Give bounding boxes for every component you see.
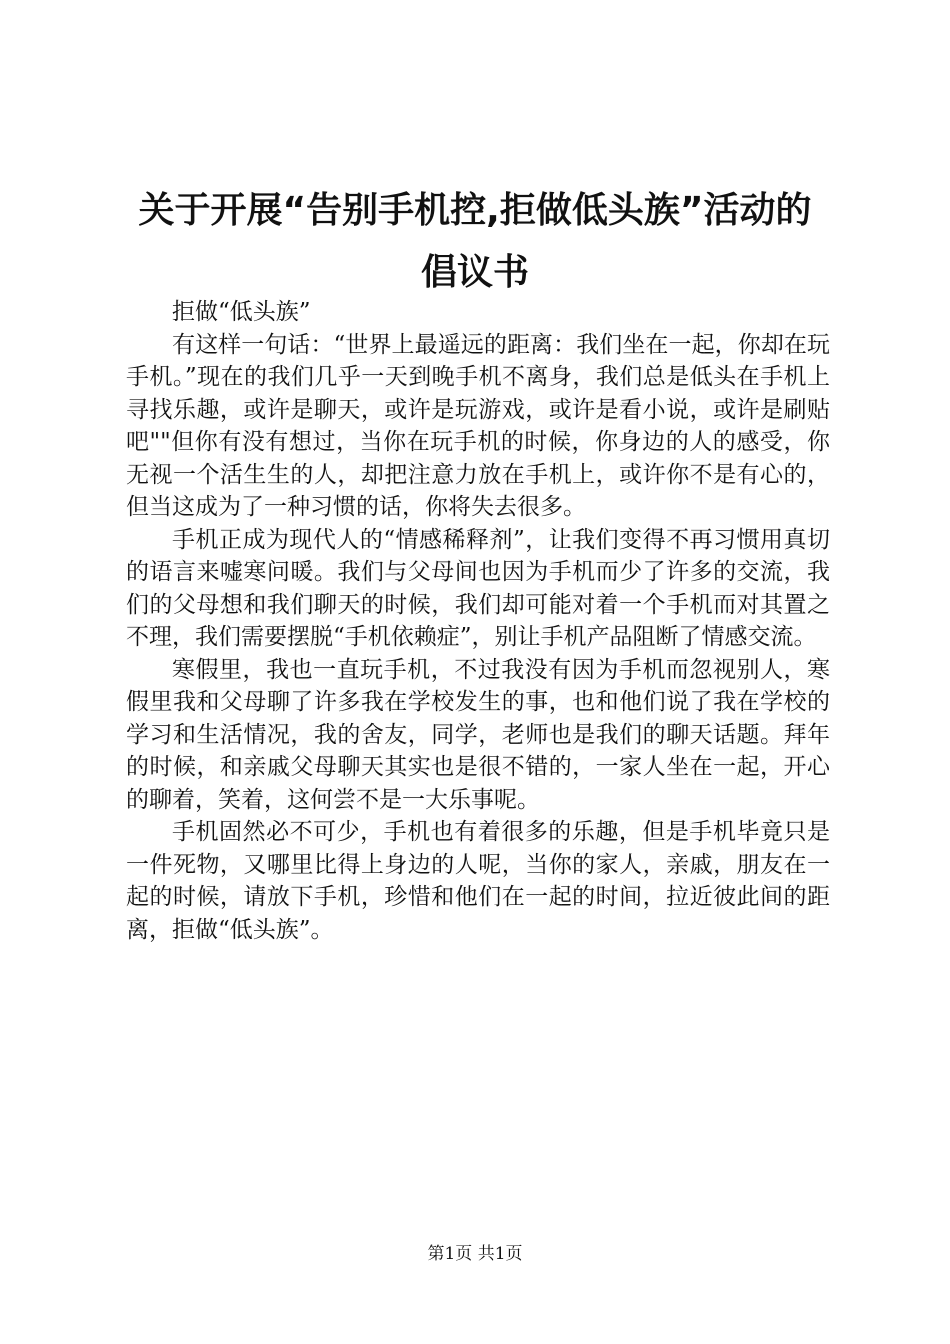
body-paragraph-2: 手机正成为现代人的“情感稀释剂”，让我们变得不再习惯用真切的语言来嘘寒问暖。我们与父母间也因为手机而少了许多的交流，我们的父母想和我们聊天的时候，我们却可能对着一个手机而对其置之不理，我们需要摆脱“手机依赖症”，别让手机产品阻断了情感交流。	[126, 526, 830, 650]
document-title	[120, 180, 830, 304]
page-number-footer: 第1页 共1页	[427, 1244, 523, 1264]
document-body	[126, 296, 830, 946]
body-paragraph-1: 有这样一句话：“世界上最遥远的距离：我们坐在一起，你却在玩手机。”现在的我们几乎一天到晚手机不离身，我们总是低头在手机上寻找乐趣，或许是聊天，或许是玩游戏，或许是看小说，或许是刷贴吧""但你有没有想过，当你在玩手机的时候，你身边的人的感受，你无视一个活生生的人，却把注意力放在手机上，或许你不是有心的，但当这成为了一种习惯的话，你将失去很多。	[126, 331, 830, 520]
title-line-1: 关于开展“告别手机控,拒做低头族”活动的	[138, 190, 812, 231]
subtitle-paragraph: 拒做“低头族”	[172, 299, 311, 325]
title-line-2: 倡议书	[420, 252, 529, 293]
body-paragraph-3: 寒假里，我也一直玩手机，不过我没有因为手机而忽视别人，寒假里我和父母聊了许多我在学校发生的事，也和他们说了我在学校的学习和生活情况，我的舍友，同学，老师也是我们的聊天话题。拜年的时候，和亲戚父母聊天其实也是很不错的，一家人坐在一起，开心的聊着，笑着，这何尝不是一大乐事呢。	[126, 656, 830, 813]
body-paragraph-4: 手机固然必不可少，手机也有着很多的乐趣，但是手机毕竟只是一件死物，又哪里比得上身边的人呢，当你的家人，亲戚，朋友在一起的时候，请放下手机，珍惜和他们在一起的时间，拉近彼此间的距离，拒做“低头族”。	[126, 819, 830, 943]
